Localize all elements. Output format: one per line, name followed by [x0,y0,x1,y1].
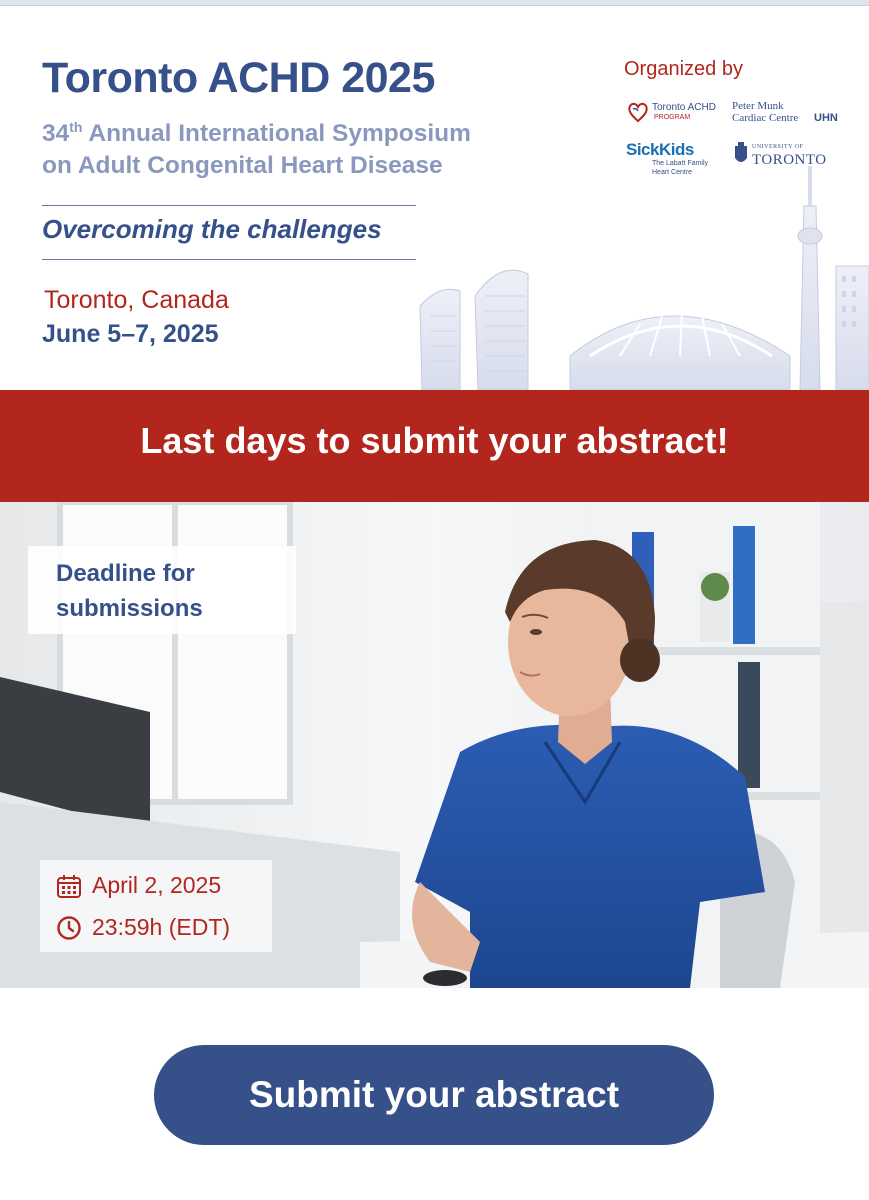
sickkids-logo-sub: The Labatt Family Heart Centre [652,160,709,176]
crest-icon [734,142,748,168]
peter-munk-logo [732,100,842,134]
submit-abstract-button[interactable]: Submit your abstract [154,1045,714,1145]
event-header [0,6,869,390]
event-location: Toronto, Canada [44,286,229,314]
divider-bottom [42,259,416,260]
uoft-logo-line1: UNIVERSITY OF [752,144,804,150]
uoft-logo-line2: TORONTO [752,152,827,168]
event-tagline: Overcoming the challenges [42,214,382,244]
deadline-time-row [56,914,230,941]
deadline-date: April 2, 2025 [92,872,222,898]
subtitle-line2: on Adult Congenital Heart Disease [42,152,443,179]
divider-top [42,205,416,206]
subtitle-ordinal-suffix: th [69,118,83,135]
uoft-logo [734,142,834,178]
uhn-logo-text: UHN [814,112,838,124]
heart-icon [626,100,650,124]
toronto-achd-logo [626,100,726,130]
deadline-date-row [56,872,221,899]
organized-by-label: Organized by [624,58,743,80]
deadline-heading: Deadline for submissions [56,560,203,622]
event-title: Toronto ACHD 2025 [42,54,435,102]
pm-logo-line1: Peter Munk [732,100,784,112]
achd-logo-name: Toronto ACHD [652,102,716,113]
achd-logo-sub: PROGRAM [654,114,691,121]
subtitle-ordinal-number: 34 [42,120,70,147]
sickkids-logo [626,140,722,178]
subtitle-line1: Annual International Symposium [82,120,471,147]
pm-logo-line2: Cardiac Centre [732,112,799,124]
deadline-time: 23:59h (EDT) [92,914,231,940]
sickkids-logo-name: SickKids [626,140,694,159]
event-subtitle [42,118,562,182]
calendar-icon [56,873,82,899]
toronto-skyline-illustration [400,156,869,390]
clock-icon [56,915,82,941]
announcement-text: Last days to submit your abstract! [140,420,729,461]
event-dates: June 5–7, 2025 [42,320,219,348]
